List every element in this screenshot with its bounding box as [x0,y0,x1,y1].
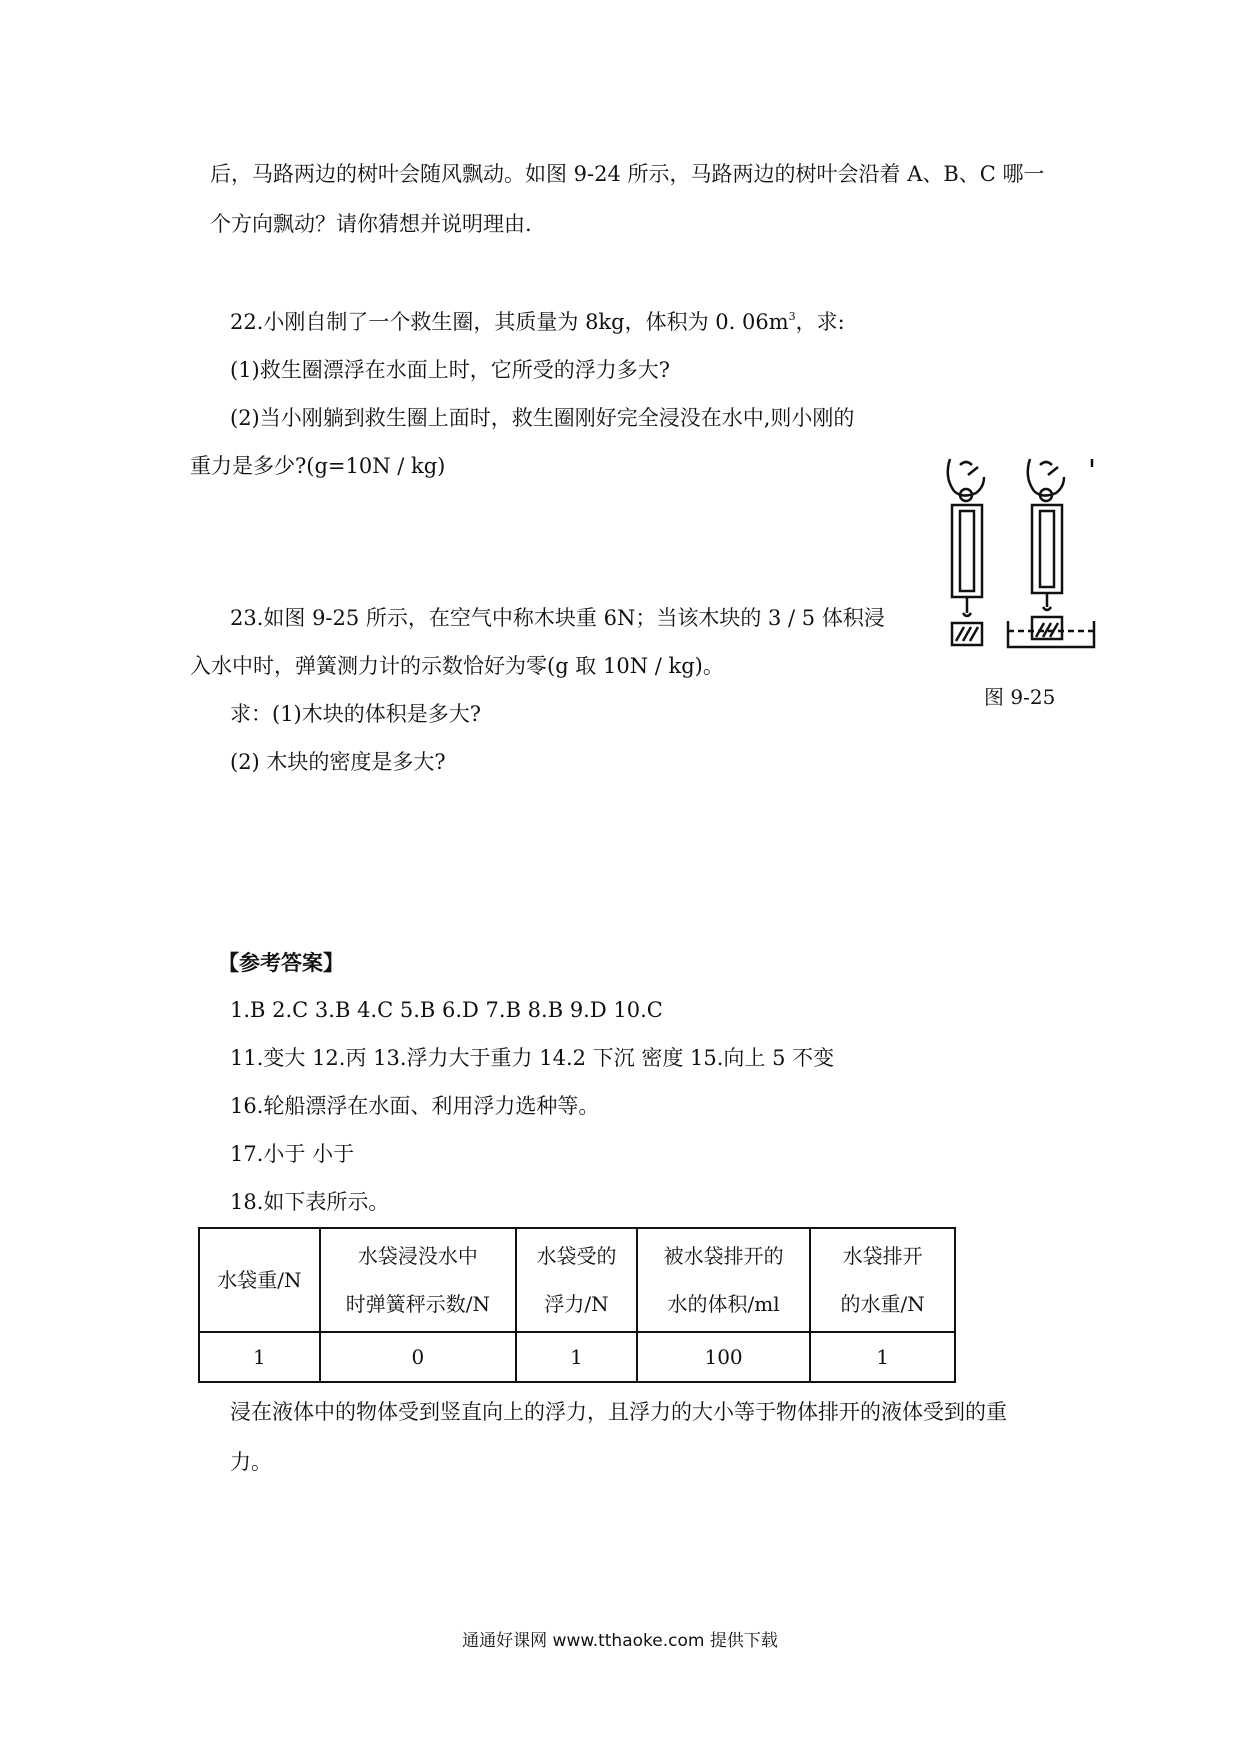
table-header-row [199,1228,955,1332]
table-header-cell: 被水袋排开的 水的体积/ml [637,1228,811,1332]
q22-text-end: ，求: [795,310,845,334]
answer-table [198,1227,956,1383]
q22-part-2-line-1: (2)当小刚躺到救生圈上面时，救生圈刚好完全浸没在水中,则小刚的 [230,406,855,430]
answers-heading: 【参考答案】 [218,950,344,975]
q22-part-1: (1)救生圈漂浮在水面上时，它所受的浮力多大? [230,358,671,382]
q22-line-1 [230,308,845,336]
answers-line-2: 11.变大 12.丙 13.浮力大于重力 14.2 下沉 密度 15.向上 5 不变 [230,1046,835,1070]
table-cell: 1 [199,1332,320,1382]
table-row [199,1332,955,1382]
q21-line-1: 后，马路两边的树叶会随风飘动。如图 9-24 所示，马路两边的树叶会沿着 A、B、C 哪一 [210,162,1045,186]
q22-superscript: 3 [788,310,796,323]
table-header-cell: 水袋排开 的水重/N [810,1228,955,1332]
figure-caption: 图 9-25 [984,685,1056,709]
q21-line-2: 个方向飘动？请你猜想并说明理由. [210,212,532,236]
table-cell: 1 [810,1332,955,1382]
answers-line-3: 16.轮船漂浮在水面、利用浮力选种等。 [230,1094,600,1118]
page-footer: 通通好课网 www.tthaoke.com 提供下载 [462,1631,778,1651]
q23-part-2: (2) 木块的密度是多大? [230,750,446,774]
conclusion-line-1: 浸在液体中的物体受到竖直向上的浮力，且浮力的大小等于物体排开的液体受到的重 [230,1400,1007,1424]
answers-line-1: 1.B 2.C 3.B 4.C 5.B 6.D 7.B 8.B 9.D 10.C [230,998,663,1022]
table-header-cell: 水袋浸没水中 时弹簧秤示数/N [320,1228,516,1332]
table-cell: 0 [320,1332,516,1382]
conclusion-line-2: 力。 [230,1450,272,1474]
answers-line-5: 18.如下表所示。 [230,1190,390,1214]
q22-text: 22.小刚自制了一个救生圈，其质量为 8kg，体积为 0. 06m [230,310,789,334]
table-header-cell: 水袋重/N [199,1228,320,1332]
spring-scale-figure [930,455,1110,665]
q23-line-2: 入水中时，弹簧测力计的示数恰好为零(g 取 10N / kg)。 [190,654,724,678]
q23-part-1: 求：(1)木块的体积是多大? [230,702,482,726]
q22-part-2-line-2: 重力是多少?(g=10N / kg) [190,454,446,478]
answers-line-4: 17.小于 小于 [230,1142,355,1166]
q23-line-1: 23.如图 9-25 所示，在空气中称木块重 6N；当该木块的 3 / 5 体积浸 [230,606,885,630]
table-cell: 100 [637,1332,811,1382]
table-cell: 1 [516,1332,637,1382]
table-header-cell: 水袋受的 浮力/N [516,1228,637,1332]
